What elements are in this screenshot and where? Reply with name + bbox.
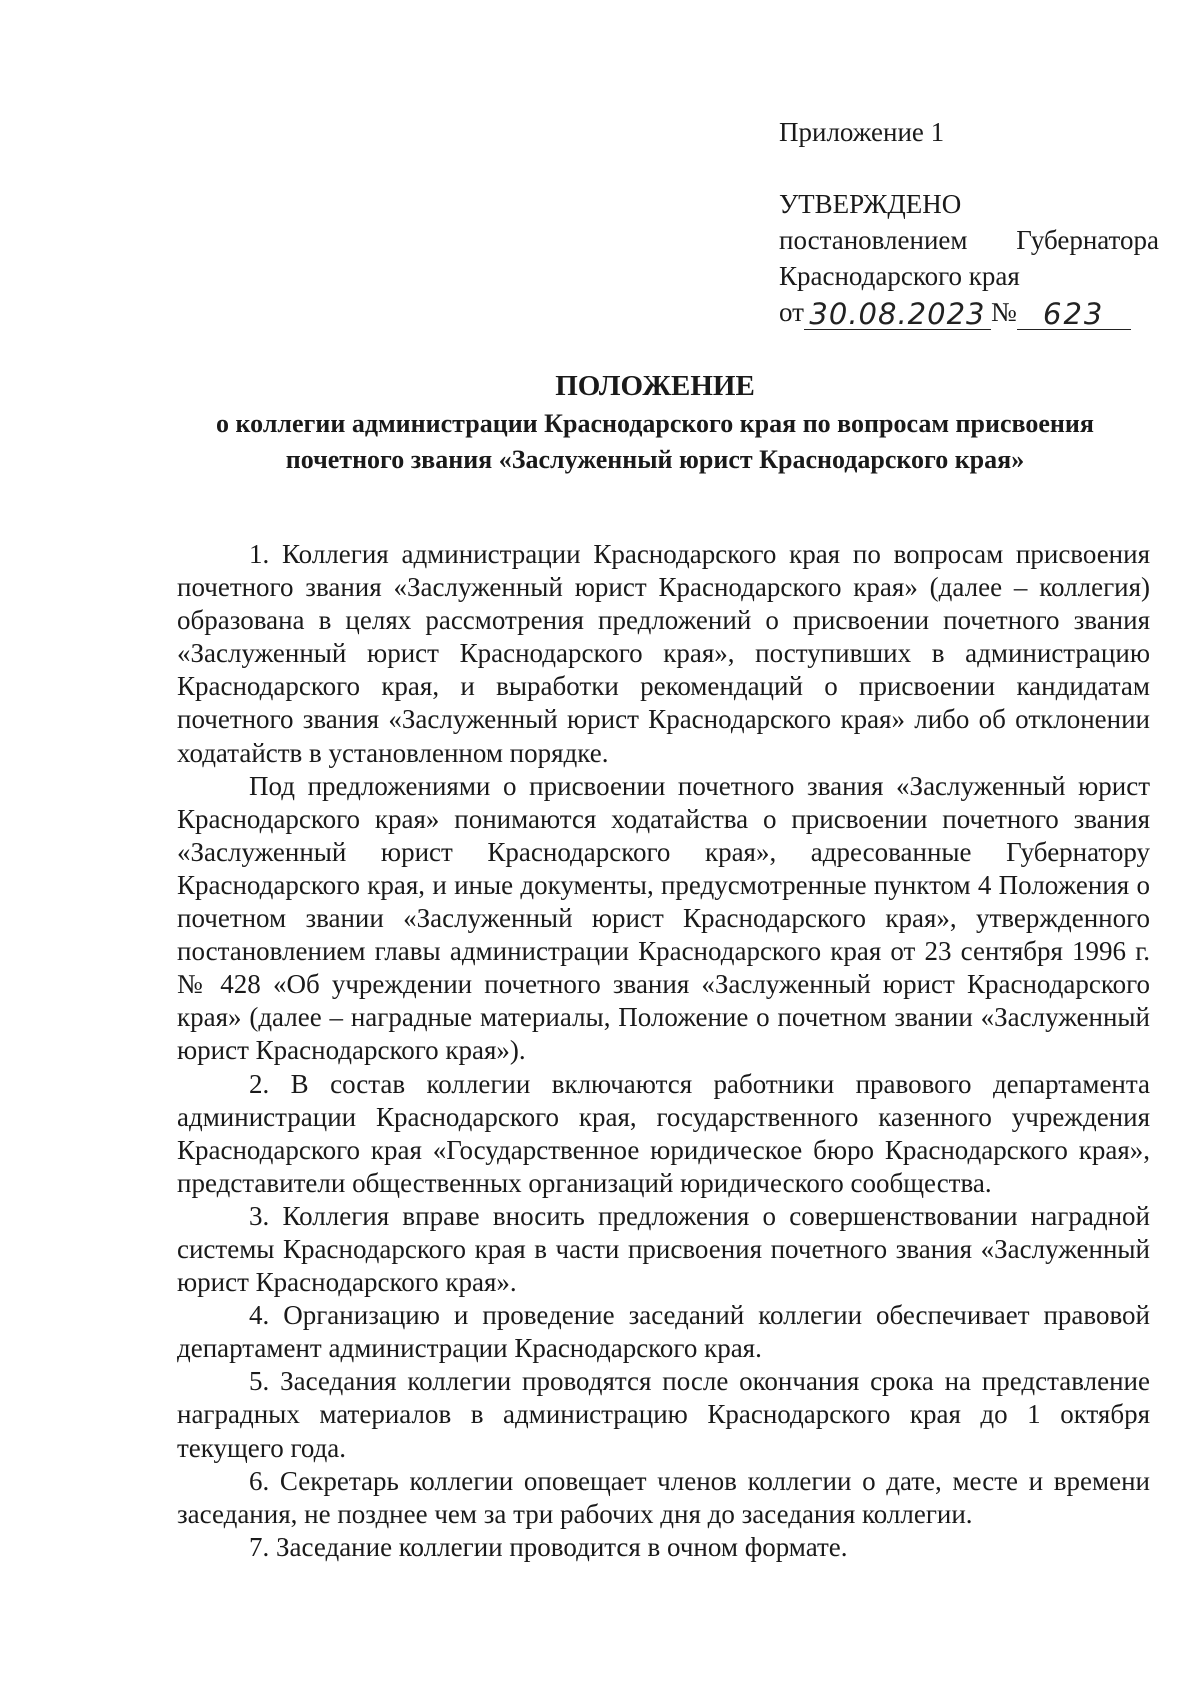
attachment-approval-block <box>779 114 1159 330</box>
spacer <box>779 150 1159 186</box>
paragraph-7: 7. Заседание коллегии проводится в очном формате. <box>249 1531 848 1562</box>
document-subtitle: о коллегии администрации Краснодарского края по вопросам присвоения почетного звания «Заслуженный юрист Краснодарского края» <box>216 409 1094 474</box>
paragraph-4: 4. Организацию и проведение заседаний коллегии обеспечивает правовой департамент администрации Краснодарского края. <box>177 1300 1150 1364</box>
handwritten-date: 30.08.2023 <box>804 299 991 330</box>
date-number-line <box>779 294 1159 330</box>
document-title-block <box>160 366 1150 478</box>
document-body <box>177 538 1150 1564</box>
document-title: ПОЛОЖЕНИЕ <box>555 370 755 402</box>
paragraph-3: 3. Коллегия вправе вносить предложения о совершенствовании наградной системы Краснодарского края в части присвоения почетного звания «Заслуженный юрист Краснодарского края». <box>177 1200 1150 1298</box>
paragraph-2: 2. В состав коллегии включаются работники правового департамента администрации Краснодарского края, государственного казенного учреждения Краснодарского края «Государственное юридическое бюро Краснодарского края», представители общественных организаций юридического сообщества. <box>177 1068 1150 1198</box>
paragraph-1-continued: Под предложениями о присвоении почетного звания «Заслуженный юрист Краснодарского края» понимаются ходатайства о присвоении почетного звания «Заслуженный юрист Краснодарского края», адресованные Губернатору Краснодарского края, и иные документы, предусмотренные пунктом 4 Положения о почетном звании «Заслуженный юрист Краснодарского края», утвержденного постановлением главы администрации Краснодарского края от 23 сентября 1996 г. № 428 «Об учреждении почетного звания «Заслуженный юрист Краснодарского края» (далее – наградные материалы, Положение о почетном звании «Заслуженный юрист Краснодарского края»). <box>177 770 1150 1066</box>
handwritten-number: 623 <box>1017 299 1131 330</box>
approved-by-line-1: постановлением Губернатора <box>779 225 1159 255</box>
approved-by-line-2: Краснодарского края <box>779 261 1020 291</box>
paragraph-5: 5. Заседания коллегии проводятся после окончания срока на представление наградных материалов в администрацию Краснодарского края до 1 октября текущего года. <box>177 1366 1150 1463</box>
date-prefix: от <box>779 297 804 327</box>
paragraph-6: 6. Секретарь коллегии оповещает членов коллегии о дате, месте и времени заседания, не позднее чем за три рабочих дня до заседания коллегии. <box>177 1465 1150 1529</box>
paragraph-1: 1. Коллегия администрации Краснодарского края по вопросам присвоения почетного звания «Заслуженный юрист Краснодарского края» (далее – коллегия) образована в целях рассмотрения предложений о присвоении почетного звания «Заслуженный юрист Краснодарского края», поступивших в администрацию Краснодарского края, и выработки рекомендаций о присвоении кандидатам почетного звания «Заслуженный юрист Краснодарского края» либо об отклонении ходатайств в установленном порядке. <box>177 539 1150 768</box>
approved-stamp-text: УТВЕРЖДЕНО <box>779 189 962 219</box>
number-prefix: № <box>990 297 1017 327</box>
attachment-label: Приложение 1 <box>779 117 945 147</box>
